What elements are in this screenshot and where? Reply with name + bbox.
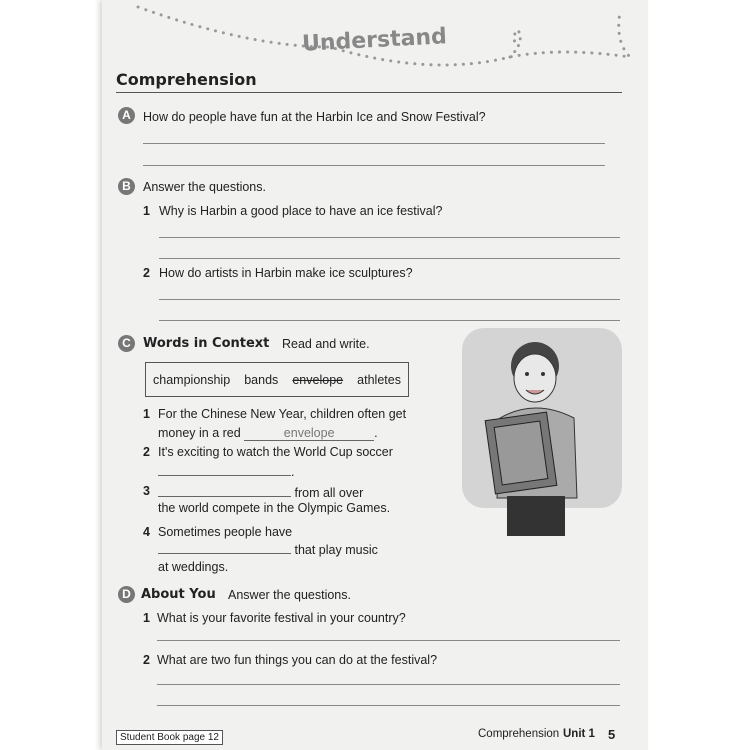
word-bank xyxy=(145,362,409,397)
instruction-b: Answer the questions. xyxy=(143,180,266,194)
student-book-reference: Student Book page 12 xyxy=(116,730,223,745)
item-number: 1 xyxy=(143,611,150,625)
question-b2: How do artists in Harbin make ice sculptures? xyxy=(159,266,413,280)
item-number: 1 xyxy=(143,204,150,218)
item-c3-text: from all over xyxy=(294,486,364,500)
about-you-title: About You xyxy=(141,587,216,602)
item-number: 3 xyxy=(143,484,150,498)
question-a: How do people have fun at the Harbin Ice and Snow Festival? xyxy=(143,110,486,124)
word-championship: championship xyxy=(153,372,231,387)
badge-c: C xyxy=(118,335,135,352)
answer-c4[interactable] xyxy=(158,541,291,554)
answer-line[interactable] xyxy=(157,684,620,685)
boy-with-envelope-illustration xyxy=(462,328,622,538)
item-number: 4 xyxy=(143,525,150,539)
item-c4-text: that play music xyxy=(294,543,378,557)
item-c1-text: For the Chinese New Year, children often get xyxy=(158,407,407,421)
badge-b: B xyxy=(118,178,135,195)
section-divider xyxy=(116,92,622,93)
item-c2-text: It's exciting to watch the World Cup soccer xyxy=(158,445,393,459)
answer-c2[interactable] xyxy=(158,463,291,476)
word-bands: bands xyxy=(244,372,279,387)
punctuation: . xyxy=(374,426,378,440)
answer-line[interactable] xyxy=(157,640,620,641)
item-c1-text: money in a red xyxy=(158,426,241,440)
answer-line[interactable] xyxy=(159,299,620,300)
answer-c1[interactable]: envelope xyxy=(244,426,374,441)
banner-title: Understand xyxy=(301,24,448,57)
badge-a: A xyxy=(118,107,135,124)
item-number: 1 xyxy=(143,407,150,421)
item-number: 2 xyxy=(143,266,150,280)
footer-section: Comprehension xyxy=(478,728,560,740)
footer-unit: Unit 1 xyxy=(563,728,595,740)
item-c3-text: the world compete in the Olympic Games. xyxy=(158,501,391,515)
answer-line[interactable] xyxy=(159,320,620,321)
item-number: 2 xyxy=(143,445,150,459)
punctuation: . xyxy=(291,465,295,479)
item-c4-text: at weddings. xyxy=(158,560,229,574)
question-d2: What are two fun things you can do at the festival? xyxy=(157,653,438,667)
answer-line[interactable] xyxy=(159,237,620,238)
instruction-c: Read and write. xyxy=(282,337,370,351)
section-title: Comprehension xyxy=(116,70,257,89)
question-d1: What is your favorite festival in your country? xyxy=(157,611,406,625)
question-b1: Why is Harbin a good place to have an ice festival? xyxy=(159,204,443,218)
words-in-context-title: Words in Context xyxy=(143,336,270,351)
answer-line[interactable] xyxy=(159,258,620,259)
answer-line[interactable] xyxy=(143,165,605,166)
item-number: 2 xyxy=(143,653,150,667)
answer-line[interactable] xyxy=(143,143,605,144)
item-c4-text: Sometimes people have xyxy=(158,525,293,539)
instruction-d: Answer the questions. xyxy=(228,588,351,602)
answer-line[interactable] xyxy=(157,705,620,706)
page-number: 5 xyxy=(608,727,616,742)
badge-d: D xyxy=(118,586,135,603)
word-envelope-crossed: envelope xyxy=(292,372,344,387)
word-athletes: athletes xyxy=(357,372,401,387)
answer-c3[interactable] xyxy=(158,484,291,497)
